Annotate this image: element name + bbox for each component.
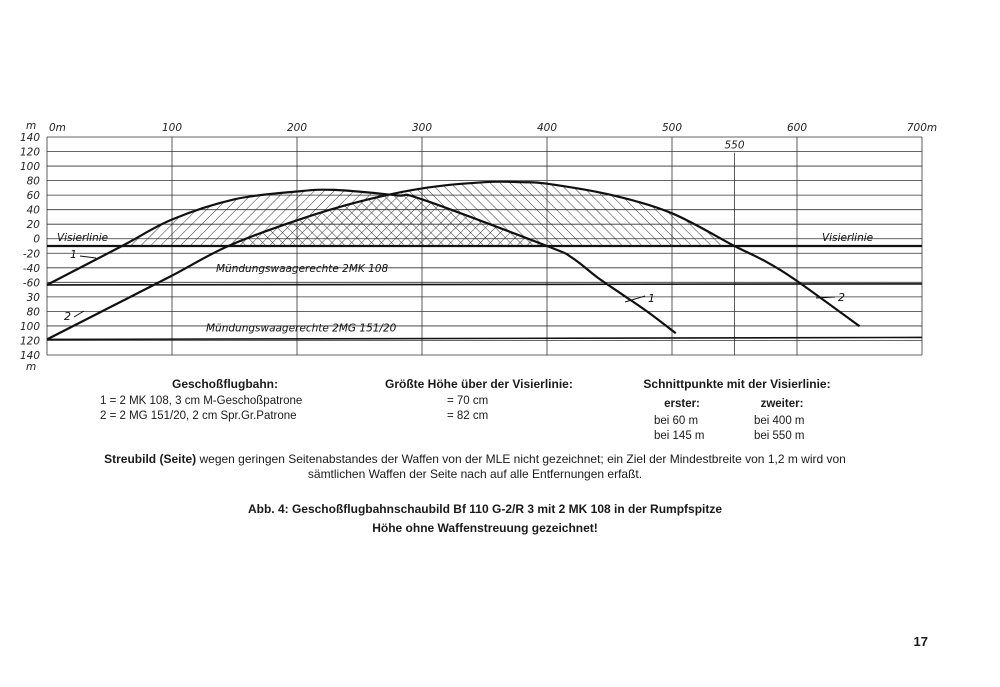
x-tick-label: 500 — [661, 122, 683, 134]
y-tick-label: 60 — [26, 190, 40, 203]
second-intersection-column — [732, 394, 832, 444]
curve-leader-line — [74, 311, 84, 317]
second-row-2: bei 550 m — [754, 430, 805, 442]
y-tick-label: 120 — [19, 146, 40, 159]
curve-number-label: 1 — [648, 292, 655, 305]
trajectory-legend — [100, 377, 350, 424]
figure-caption — [150, 500, 820, 538]
y-tick-label: 0 — [33, 233, 40, 246]
trajectory-row-1: 1 = 2 MK 108, 3 cm M-Geschoßpatrone — [100, 395, 303, 407]
x-tick-label: 700m — [906, 122, 938, 134]
x-tick-label: 100 — [161, 122, 183, 134]
x-tick-label: 600 — [786, 122, 808, 134]
y-tick-label: 30 — [26, 291, 40, 304]
y-unit-bottom: m — [26, 361, 37, 373]
muzzle-line-1 — [47, 284, 922, 285]
y-tick-label: 140 — [19, 350, 40, 362]
y-tick-label: -40 — [22, 262, 40, 275]
first-row-1: bei 60 m — [654, 415, 699, 427]
max-height-row-2: = 82 cm — [447, 410, 489, 422]
trajectory-heading: Geschoßflugbahn: — [172, 377, 278, 391]
y-tick-label: 80 — [26, 175, 40, 188]
muzzle-line-1-label: Mündungswaagerechte 2MK 108 — [216, 262, 389, 275]
curve-number-label: 1 — [70, 248, 77, 261]
y-tick-label: 40 — [26, 204, 40, 217]
max-height-row-1: = 70 cm — [447, 395, 489, 407]
note-bold: Streubild (Seite) — [104, 452, 197, 466]
sight-line-label-left: Visierlinie — [57, 232, 109, 244]
x-tick-label: 200 — [286, 122, 308, 134]
curve-number-label: 2 — [838, 291, 845, 304]
y-tick-label: -20 — [22, 248, 40, 261]
first-row-2: bei 145 m — [654, 430, 705, 442]
trajectory-row-2: 2 = 2 MG 151/20, 2 cm Spr.Gr.Patrone — [100, 410, 297, 422]
x-tick-label-550: 550 — [724, 139, 745, 152]
muzzle-line-2 — [47, 337, 922, 339]
scatter-note — [95, 452, 855, 482]
caption-line-1: Abb. 4: Geschoßflugbahnschaubild Bf 110 G-2/R 3 mit 2 MK 108 in der Rumpfspitze — [247, 502, 723, 516]
hatched-areas — [122, 182, 735, 246]
y-tick-label: 80 — [26, 306, 40, 319]
second-heading: zweiter: — [760, 398, 804, 410]
x-tick-label: 300 — [411, 122, 433, 134]
intersection-heading: Schnittpunkte mit der Visierlinie: — [643, 377, 831, 391]
x-tick-label: 400 — [536, 122, 558, 134]
y-tick-label: 100 — [19, 161, 40, 174]
curve-number-label: 2 — [64, 310, 71, 323]
first-heading: erster: — [664, 398, 700, 410]
max-height-heading: Größte Höhe über der Visierlinie: — [385, 377, 573, 391]
max-height-legend — [385, 377, 585, 424]
caption-line-2: Höhe ohne Waffenstreuung gezeichnet! — [372, 521, 598, 535]
y-tick-label: 100 — [19, 320, 40, 333]
second-row-1: bei 400 m — [754, 415, 805, 427]
muzzle-line-2-label: Mündungswaagerechte 2MG 151/20 — [206, 322, 397, 335]
curve-leader-line — [80, 256, 96, 258]
y-unit-top: m — [26, 120, 37, 132]
note-text: wegen geringen Seitenabstandes der Waffen von der MLE nicht gezeichnet; ein Ziel der Mindestbreite von 1,2 m wird von sämtlichen Waffen der Seite nach auf alle Entfernungen erfaßt. — [196, 452, 846, 481]
page-number: 17 — [913, 634, 928, 649]
intersection-legend — [632, 377, 842, 444]
y-tick-label: -60 — [22, 277, 40, 290]
first-intersection-column — [632, 394, 732, 444]
y-tick-label: 140 — [19, 132, 40, 144]
sight-line-label-right: Visierlinie — [822, 232, 874, 244]
x-tick-label: 0m — [49, 122, 66, 134]
y-tick-label: 120 — [19, 335, 40, 348]
y-tick-label: 20 — [26, 219, 40, 232]
